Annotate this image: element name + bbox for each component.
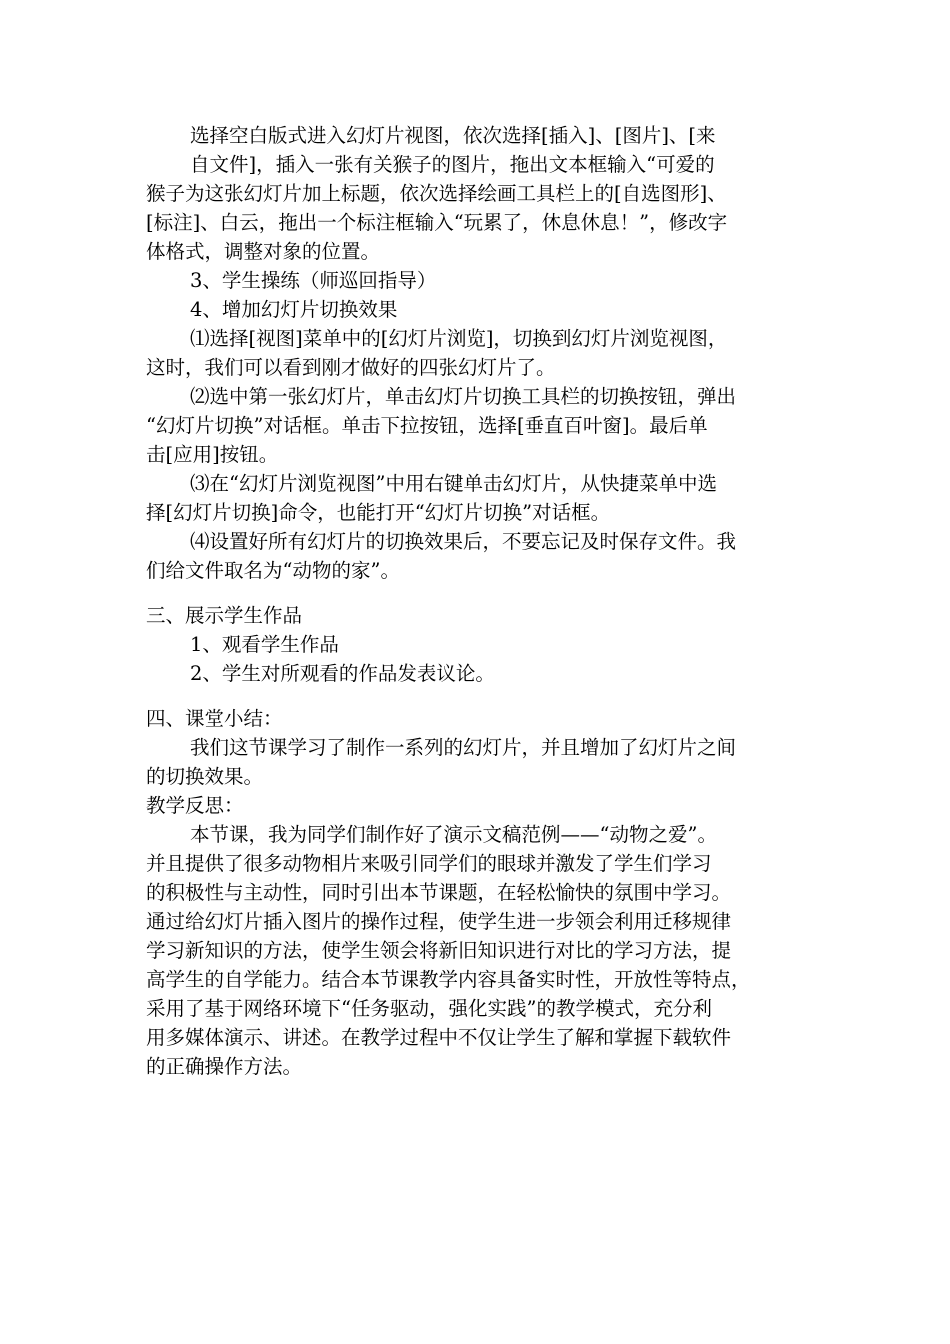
text-line: 的切换效果。 (146, 765, 264, 788)
text-line: 通过给幻灯片插入图片的操作过程，使学生进一步领会利用迁移规律 (146, 910, 732, 933)
text-line: 用多媒体演示、讲述。在教学过程中不仅让学生了解和掌握下载软件 (146, 1026, 732, 1049)
text-line: ⑴选择[视图]菜单中的[幻灯片浏览]，切换到幻灯片浏览视图， (190, 327, 728, 350)
text-line: 选择空白版式进入幻灯片视图，依次选择[插入]、[图片]、[来 (190, 124, 716, 147)
text-line: 采用了基于网络环境下“任务驱动，强化实践”的教学模式，充分利 (146, 997, 712, 1020)
text-line: ⑵选中第一张幻灯片，单击幻灯片切换工具栏的切换按钮，弹出 (190, 385, 737, 408)
text-line: 择[幻灯片切换]命令，也能打开“幻灯片切换”对话框。 (146, 501, 611, 524)
document-body (146, 121, 826, 1081)
text-line: 本节课，我为同学们制作好了演示文稿范例——“动物之爱”。 (190, 823, 717, 846)
text-line: 们给文件取名为“动物的家”。 (146, 559, 400, 582)
section-heading: 教学反思： (146, 794, 244, 817)
paragraph-gap (146, 688, 826, 704)
text-line: ⑶在“幻灯片浏览视图”中用右键单击幻灯片，从快捷菜单中选 (190, 472, 717, 495)
text-line: [标注]、白云，拖出一个标注框输入“玩累了，休息休息！”，修改字 (146, 211, 728, 234)
text-line: ⑷设置好所有幻灯片的切换效果后，不要忘记及时保存文件。我 (190, 530, 737, 553)
list-item: 2、学生对所观看的作品发表议论。 (190, 662, 495, 685)
text-line: 的积极性与主动性，同时引出本节课题，在轻松愉快的氛围中学习。 (146, 881, 732, 904)
text-line: 体格式，调整对象的位置。 (146, 240, 381, 263)
paragraph-gap (146, 585, 826, 601)
text-line: 学习新知识的方法，使学生领会将新旧知识进行对比的学习方法，提 (146, 939, 732, 962)
text-line: 并且提供了很多动物相片来吸引同学们的眼球并激发了学生们学习 (146, 852, 712, 875)
text-line: 这时，我们可以看到刚才做好的四张幻灯片了。 (146, 356, 556, 379)
list-item: 4、增加幻灯片切换效果 (190, 298, 398, 321)
text-line: 击[应用]按钮。 (146, 443, 279, 466)
section-heading: 四、课堂小结： (146, 707, 283, 730)
text-line: 高学生的自学能力。结合本节课教学内容具备实时性，开放性等特点， (146, 968, 751, 991)
text-line: 猴子为这张幻灯片加上标题，依次选择绘画工具栏上的[自选图形]、 (146, 182, 727, 205)
list-item: 3、学生操练（师巡回指导） (190, 269, 437, 292)
section-heading: 三、展示学生作品 (146, 604, 303, 627)
text-line: 我们这节课学习了制作一系列的幻灯片，并且增加了幻灯片之间 (190, 736, 737, 759)
text-line: “幻灯片切换”对话框。单击下拉按钮，选择[垂直百叶窗]。最后单 (146, 414, 708, 437)
text-line: 的正确操作方法。 (146, 1055, 303, 1078)
list-item: 1、观看学生作品 (190, 633, 339, 656)
text-line: 自文件]，插入一张有关猴子的图片，拖出文本框输入“可爱的 (190, 153, 715, 176)
